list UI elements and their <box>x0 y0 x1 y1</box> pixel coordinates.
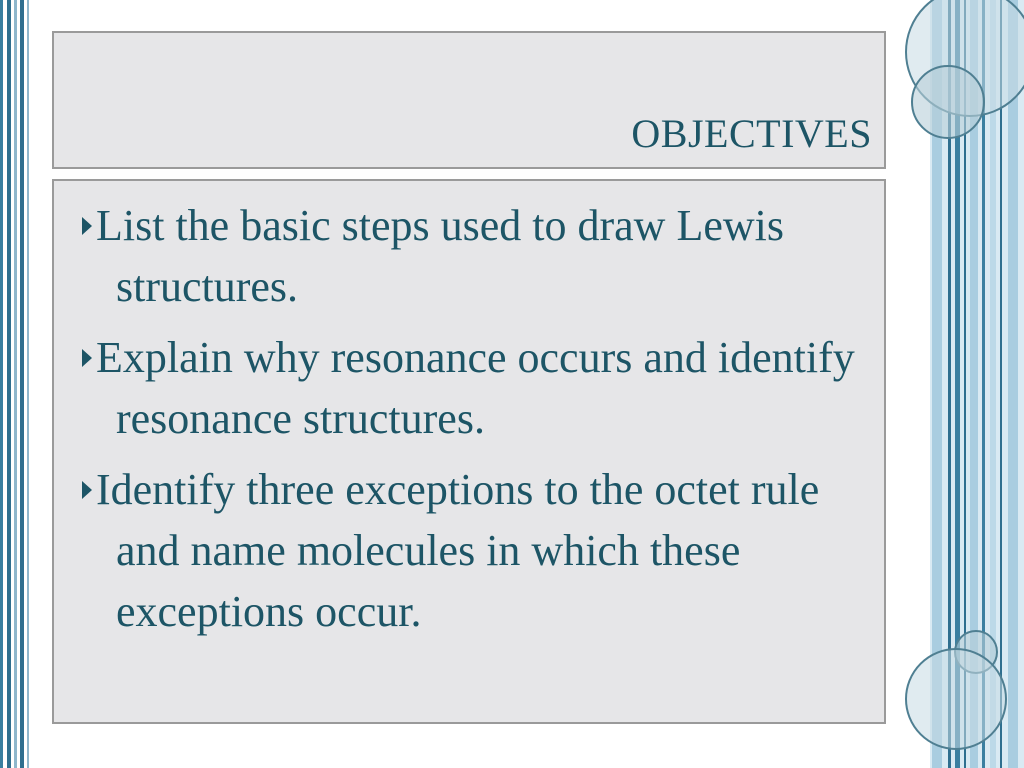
objectives-list <box>82 195 882 652</box>
bullet-body: why resonance occurs and identify resonance structures. <box>116 333 855 443</box>
list-item <box>82 459 882 642</box>
bullet-arrow-icon <box>82 349 92 367</box>
bullet-text <box>96 459 882 642</box>
list-item <box>82 327 882 449</box>
bubble-bottom-large <box>906 649 1006 749</box>
bullet-text <box>96 327 882 449</box>
bullet-arrow-icon <box>82 217 92 235</box>
bubble-top-small <box>912 66 984 138</box>
bullet-keyword: Identify <box>96 465 236 514</box>
list-item <box>82 195 882 317</box>
bullet-keyword: Explain <box>96 333 233 382</box>
content-panel <box>52 179 886 724</box>
bullet-text <box>96 195 882 317</box>
title-panel <box>52 31 886 169</box>
bullet-body: the basic steps used to draw Lewis structures. <box>116 201 784 311</box>
bullet-keyword: List <box>96 201 165 250</box>
left-decorative-stripes <box>0 0 40 768</box>
right-decorative-bubbles <box>900 0 1024 768</box>
bullet-body: three exceptions to the octet rule and name molecules in which these exceptions occur. <box>116 465 820 636</box>
slide-title: OBJECTIVES <box>631 111 872 156</box>
bullet-arrow-icon <box>82 481 92 499</box>
